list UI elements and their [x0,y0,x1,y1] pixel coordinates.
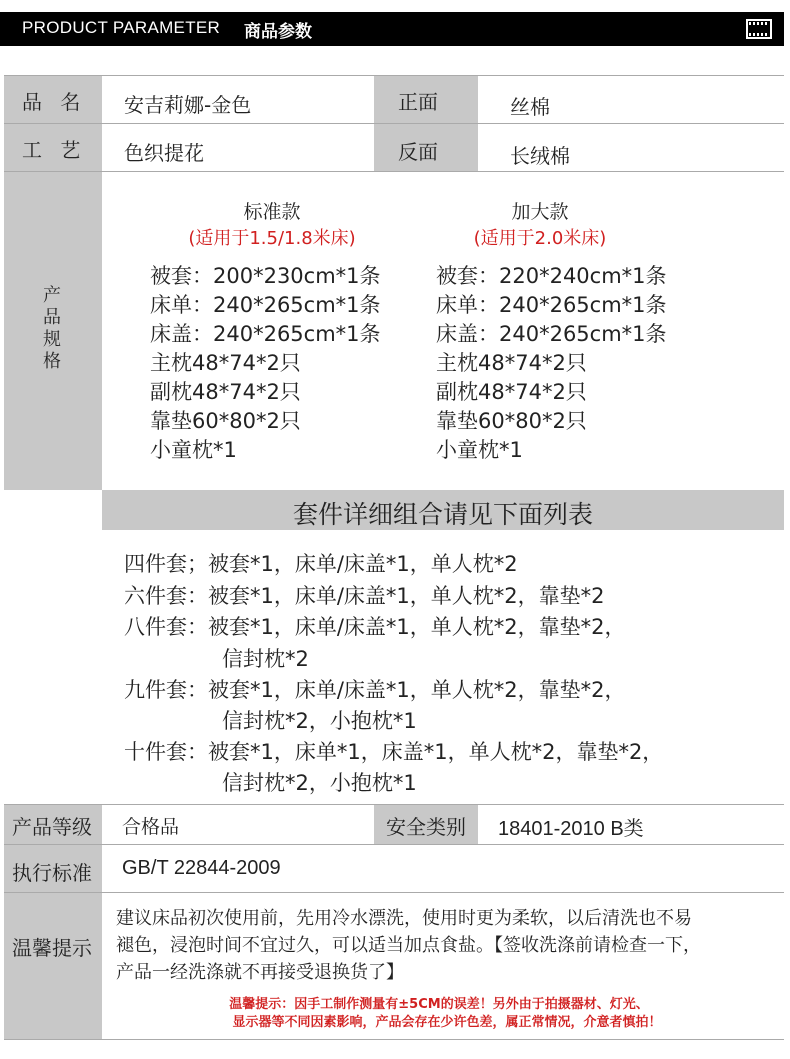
value-name: 安吉莉娜-金色 [124,93,252,117]
spec-standard-line: 小童枕*1 [150,438,237,462]
combo-line: 六件套：被套*1，床单/床盖*1，单人枕*2，靠垫*2 [124,584,605,608]
combo-title-bar [102,490,784,530]
divider [4,123,784,124]
spec-large-title: 加大款 [511,201,569,223]
divider [4,1039,784,1040]
spec-standard-line: 副枕48*74*2只 [150,380,301,404]
spec-large-line: 床单：240*265cm*1条 [436,293,667,317]
spec-standard-line: 被套：200*230cm*1条 [150,264,381,288]
divider [4,171,784,172]
spec-large-line: 小童枕*1 [436,438,523,462]
combo-title: 套件详细组合请见下面列表 [292,500,593,529]
label-grade: 产品等级 [12,815,92,839]
spec-large-sub: (适用于2.0米床) [473,228,607,249]
spec-large-line: 副枕48*74*2只 [436,380,587,404]
value-standard: GB/T 22844-2009 [122,857,281,879]
value-safety: 18401-2010 B类 [498,818,644,840]
combo-line: 十件套：被套*1，床单*1，床盖*1，单人枕*2，靠垫*2， [124,740,664,764]
combo-line: 信封枕*2 [222,647,309,671]
label-spec: 产 品 规 格 [43,285,61,372]
divider [4,75,784,76]
divider [4,844,784,845]
label-standard: 执行标准 [12,861,92,885]
label-notice: 温馨提示 [12,936,92,960]
spec-standard-line: 床单：240*265cm*1条 [150,293,381,317]
film-icon [746,19,772,39]
spec-large-line: 主枕48*74*2只 [436,351,587,375]
notice-line: 产品一经洗涤就不再接受退换货了】 [116,962,404,983]
notice-line: 建议床品初次使用前，先用冷水漂洗，使用时更为柔软，以后清洗也不易 [116,908,692,929]
label-craft: 工 艺 [22,138,87,162]
spec-standard-line: 主枕48*74*2只 [150,351,301,375]
spec-large-line: 床盖：240*265cm*1条 [436,322,667,346]
spec-large-line: 被套：220*240cm*1条 [436,264,667,288]
combo-line: 四件套；被套*1，床单/床盖*1，单人枕*2 [124,552,518,576]
divider [4,892,784,893]
combo-line: 九件套：被套*1，床单/床盖*1，单人枕*2，靠垫*2， [124,678,626,702]
label-back: 反面 [398,140,438,164]
label-safety: 安全类别 [386,815,466,839]
value-craft: 色织提花 [124,141,204,165]
combo-line: 八件套：被套*1，床单/床盖*1，单人枕*2，靠垫*2， [124,615,626,639]
spec-standard-title: 标准款 [243,201,301,223]
warning-line: 显示器等不同因素影响，产品会存在少许色差，属正常情况，介意者慎拍！ [232,1015,662,1030]
label-front: 正面 [398,90,438,114]
spec-standard-line: 靠垫60*80*2只 [150,409,301,433]
combo-line: 信封枕*2，小抱枕*1 [222,771,417,795]
spec-standard-line: 床盖：240*265cm*1条 [150,322,381,346]
value-back: 长绒棉 [510,144,570,168]
warning-line: 温馨提示：因手工制作测量有±5CM的误差！另外由于拍摄器材、灯光、 [229,997,649,1012]
value-grade: 合格品 [122,816,180,838]
label-name: 品 名 [22,90,87,114]
spec-large-line: 靠垫60*80*2只 [436,409,587,433]
header-title-cn: 商品参数 [244,22,312,42]
combo-line: 信封枕*2，小抱枕*1 [222,709,417,733]
header-title-en: PRODUCT PARAMETER [22,18,221,37]
divider [4,804,784,805]
notice-line: 褪色，浸泡时间不宜过久，可以适当加点食盐。【签收洗涤前请检查一下， [116,935,701,956]
spec-standard-sub: (适用于1.5/1.8米床) [188,228,356,249]
header-bar [0,12,784,46]
value-front: 丝棉 [510,95,550,119]
